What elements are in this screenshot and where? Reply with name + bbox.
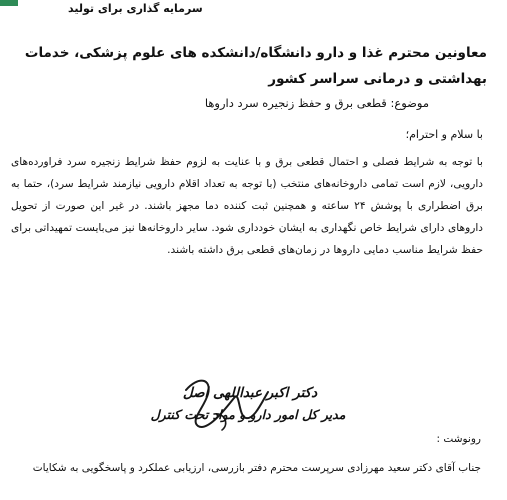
- cc-label: رونوشت :: [436, 433, 481, 445]
- cc-recipient: جناب آقای دکتر سعید مهرزادی سرپرست محترم دفتر بازرسی، ارزیابی عملکرد و پاسخگویی به شکایات: [32, 462, 481, 474]
- logo-mark: [0, 0, 18, 6]
- subject-line: موضوع: قطعی برق و حفظ زنجیره سرد داروها: [204, 96, 429, 110]
- letter-body: با توجه به شرایط فصلی و احتمال قطعی برق و با عنایت به لزوم حفظ شرایط زنجیره سرد فراورده‌های دارویی، لازم است تمامی داروخانه‌های منتخب (با توجه به تعداد اقلام دارویی نیازمند شرایط سرد)، حتما به برق اضطراری با پوشش ۲۴ ساعته و همچنین ثبت کننده دما مجهز باشند. در غیر این صورت از تحویل داروهای دارای شرایط خاص نگهداری به ایشان خودداری شود. سایر داروخانه‌ها نیز می‌بایست تمهیداتی برای حفظ شرایط مناسب دمایی داروها در زمان‌های قطعی برق داشته باشند.: [11, 156, 484, 256]
- signatory-title: مدیر کل امور دارو و مواد تحت کنترل: [150, 407, 346, 422]
- greeting: با سلام و احترام؛: [405, 128, 483, 141]
- handwritten-signature: [168, 368, 278, 438]
- signatory-name: دکتر اکبر عبداللهی اصل: [182, 385, 318, 401]
- header-motto: سرمایه گذاری برای تولید: [68, 2, 203, 15]
- addressee: معاونین محترم غذا و دارو دانشگاه/دانشکده های علوم پزشکی، خدمات بهداشتی و درمانی سراسر کشور: [24, 45, 487, 87]
